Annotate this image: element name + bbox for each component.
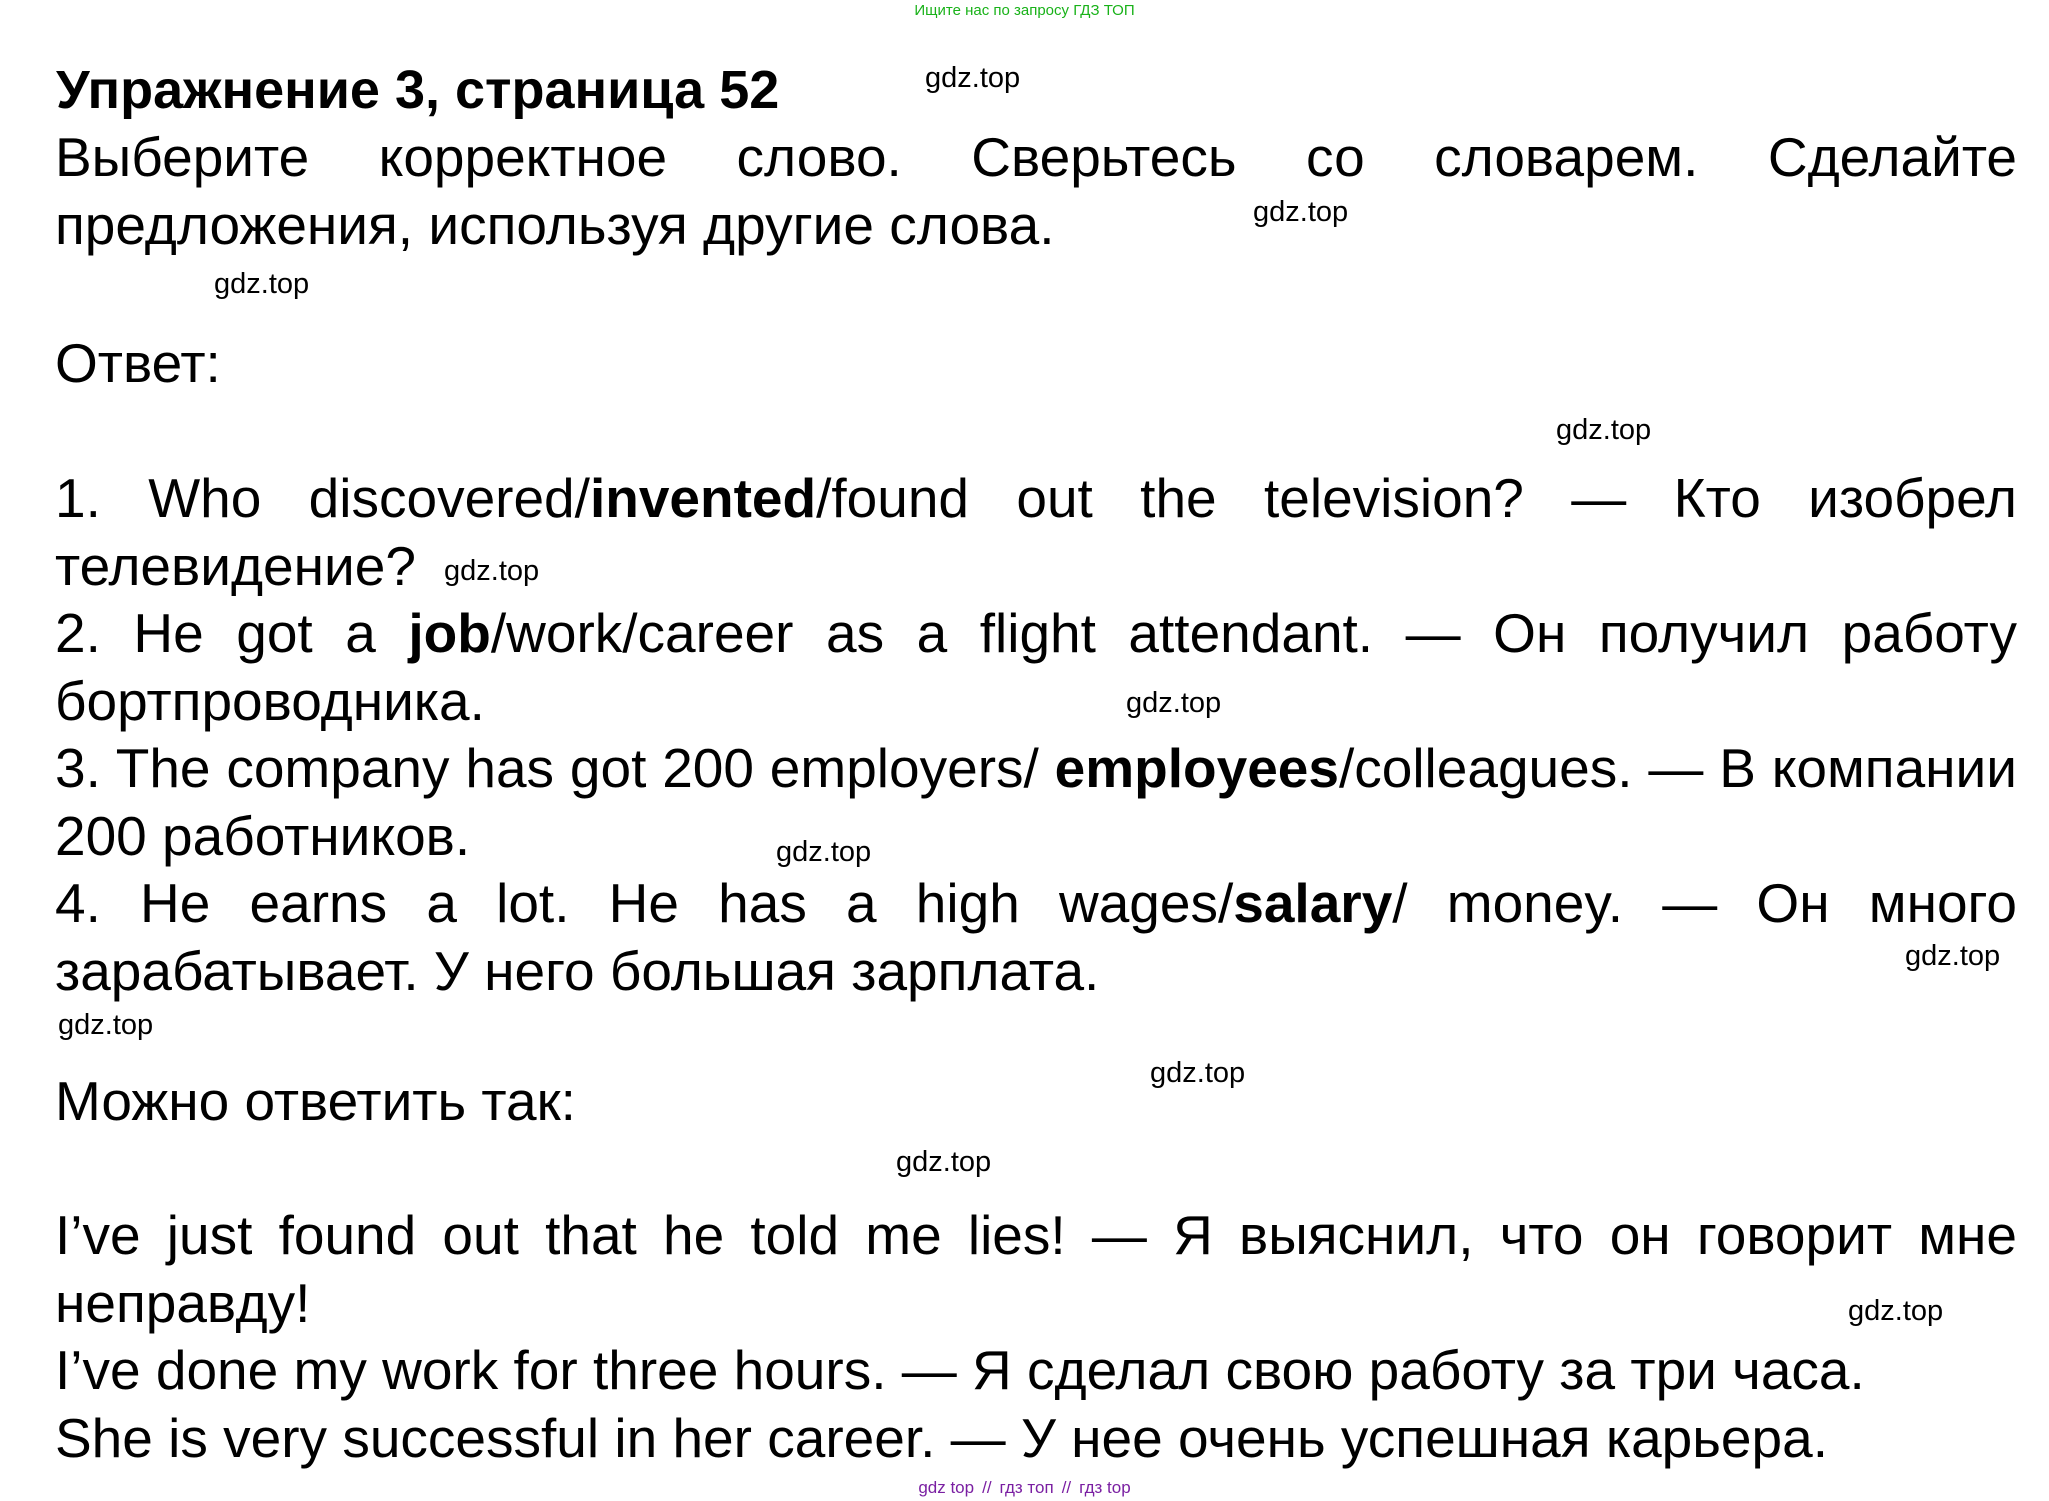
task-text: Выберите корректное слово. Сверьтесь со словарем. Сделайте предложения, используя другие слова. xyxy=(55,126,2017,256)
footer-link[interactable]: gdz top xyxy=(918,1478,975,1497)
page-title: Упражнение 3, страница 52 xyxy=(56,60,780,120)
footer-link[interactable]: гдз top xyxy=(1079,1478,1131,1497)
footer-links xyxy=(0,1478,2049,1498)
watermark: gdz.top xyxy=(1848,1295,1944,1327)
answer-list xyxy=(55,465,2017,1005)
correct-word: salary xyxy=(1233,872,1393,934)
footer-link[interactable]: гдз топ xyxy=(999,1478,1054,1497)
alt-answer-label: Можно ответить так: xyxy=(55,1070,576,1132)
watermark: gdz.top xyxy=(1556,414,1652,446)
correct-word: employees xyxy=(1054,737,1339,799)
answer-label: Ответ: xyxy=(55,332,221,394)
footer-separator: // xyxy=(1061,1478,1072,1497)
footer-separator: // xyxy=(982,1478,992,1497)
watermark: gdz.top xyxy=(776,836,872,868)
example-sentence: I’ve just found out that he told me lies! — Я выяснил, что он говорит мне неправду! xyxy=(55,1204,2017,1334)
answer-item: 4. He earns a lot. He has a high wages/salary/ money. — Он много зарабатывает. У него большая зарплата. xyxy=(55,872,2017,1002)
example-sentence: I’ve done my work for three hours. — Я сделал свою работу за три часа. xyxy=(55,1339,1865,1401)
watermark: gdz.top xyxy=(58,1009,154,1041)
correct-word: invented xyxy=(589,467,817,529)
watermark: gdz.top xyxy=(214,268,310,300)
watermark: gdz.top xyxy=(1150,1057,1246,1089)
answer-item: 1. Who discovered/invented/found out the television? — Кто изобрел телевидение? xyxy=(55,467,2018,597)
answer-item: 3. The company has got 200 employers/ employees/colleagues. — В компании 200 работников. xyxy=(55,737,2017,867)
example-sentence: She is very successful in her career. — У нее очень успешная карьера. xyxy=(55,1406,1828,1469)
watermark: gdz.top xyxy=(1126,687,1222,719)
answer-item: 2. He got a job/work/career as a flight attendant. — Он получил работу бортпроводника. xyxy=(55,602,2017,732)
watermark: gdz.top xyxy=(925,62,1021,94)
watermark: gdz.top xyxy=(1905,940,2001,972)
top-banner: Ищите нас по запросу ГДЗ ТОП xyxy=(914,2,1135,19)
watermark: gdz.top xyxy=(1253,196,1349,228)
watermark: gdz.top xyxy=(444,555,540,587)
watermark: gdz.top xyxy=(896,1146,992,1178)
example-list xyxy=(55,1202,2017,1472)
correct-word: job xyxy=(408,602,491,664)
